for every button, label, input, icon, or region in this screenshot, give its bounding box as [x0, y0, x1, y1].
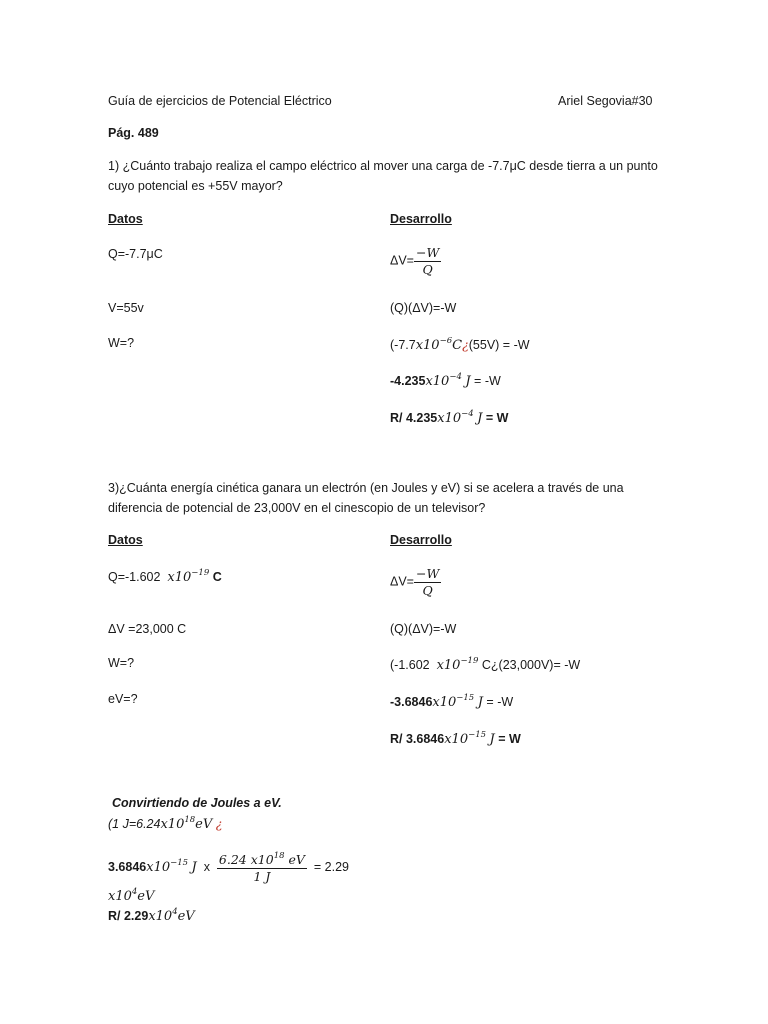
- q1-step-result: [390, 372, 501, 390]
- conversion-numerator-exponent: 18: [273, 851, 285, 861]
- q1-answer-power: x10: [437, 411, 462, 426]
- q1-answer-unit: J: [477, 411, 483, 426]
- q3-step3-unit: J: [477, 695, 483, 710]
- q3-answer-prefix: R/ 3.6846: [390, 732, 445, 746]
- q1-data-charge: Q=-7.7μC: [108, 247, 163, 261]
- q1-answer-prefix: R/ 4.235: [390, 411, 438, 425]
- wrap-power: x10: [108, 889, 132, 904]
- question-1-line-2: cuyo potencial es +55V mayor?: [108, 179, 283, 193]
- conversion-answer-power: x10: [148, 909, 173, 924]
- conversion-heading: Convirtiendo de Joules a eV.: [112, 796, 282, 810]
- author-label: Ariel Segovia#30: [558, 94, 653, 108]
- q1-step3-suffix: = -W: [474, 374, 501, 388]
- conversion-relation: [108, 815, 222, 833]
- q3-answer-power: x10: [444, 732, 469, 747]
- question-1-line-1: 1) ¿Cuánto trabajo realiza el campo eléctrico al mover una carga de -7.7μC desde tierra a un punto: [108, 159, 658, 173]
- q3-step2-unit: C: [481, 658, 491, 672]
- wrap-unit: eV: [137, 889, 155, 904]
- q3-step3-prefix: -3.6846: [390, 695, 433, 709]
- relation-power: x10: [160, 817, 185, 832]
- question-3-line-2: diferencia de potencial de 23,000V en el cinescopio de un televisor?: [108, 501, 486, 515]
- calc-exponent: −15: [170, 857, 189, 868]
- q3-step-qdv: (Q)(ΔV)=-W: [390, 622, 457, 636]
- q3-charge-exponent: −19: [191, 568, 210, 578]
- q1-answer-suffix: = W: [485, 411, 509, 425]
- q3-data-work: W=?: [108, 656, 135, 670]
- question-3-line-1: 3)¿Cuánta energía cinética ganara un electrón (en Joules y eV) si se acelera a través de una: [108, 481, 624, 495]
- q3-data-voltage: ΔV =23,000 C: [108, 622, 187, 636]
- q3-data-ev: eV=?: [108, 692, 138, 706]
- q1-answer-exponent: −4: [461, 409, 474, 419]
- relation-glyph: ¿: [215, 816, 223, 831]
- q3-charge-power: x10: [167, 570, 192, 585]
- q3-desarrollo-heading: Desarrollo: [390, 533, 452, 547]
- q1-step3-power: x10: [425, 374, 450, 389]
- conversion-calculation: [108, 851, 349, 884]
- wrap-exponent: 4: [131, 887, 138, 897]
- q3-step-result: [390, 693, 513, 711]
- q3-answer-suffix: = W: [498, 732, 521, 746]
- q3-datos-heading: Datos: [108, 533, 143, 547]
- q3-fraction-denominator: Q: [422, 582, 433, 598]
- q1-data-work: W=?: [108, 336, 135, 350]
- relation-unit: eV: [195, 817, 213, 832]
- conversion-answer: [108, 907, 195, 925]
- q1-step2-exponent: −6: [439, 336, 453, 346]
- q3-dv-prefix: ΔV=: [390, 574, 414, 589]
- q1-step2-glyph: ¿: [462, 337, 469, 352]
- question-3-text: [108, 478, 624, 518]
- q3-step2-exponent: −19: [460, 656, 479, 666]
- q1-desarrollo-heading: Desarrollo: [390, 212, 452, 226]
- q1-answer: [390, 409, 508, 427]
- document-title: Guía de ejercicios de Potencial Eléctrico: [108, 94, 332, 108]
- q1-step3-unit: J: [465, 374, 471, 389]
- q1-step2-prefix: (-7.7: [390, 338, 416, 352]
- q3-step2-prefix: (-1.602: [390, 658, 430, 672]
- q1-step2-power: x10: [415, 338, 440, 353]
- q3-step2-suffix: (23,000V)= -W: [498, 658, 581, 672]
- q3-step2-glyph: ¿: [490, 658, 499, 672]
- q1-step2-unit: C: [452, 338, 463, 353]
- calc-equals: = 2.29: [313, 859, 349, 874]
- conversion-fraction-denominator: 1 J: [253, 868, 271, 884]
- q1-fraction-numerator: −W: [416, 245, 440, 260]
- q1-fraction-denominator: Q: [422, 261, 433, 277]
- conversion-wrap-line: [108, 887, 154, 905]
- q1-dv-prefix: ΔV=: [390, 253, 414, 268]
- q3-data-charge: [108, 568, 222, 586]
- conversion-numerator-unit: eV: [288, 852, 305, 867]
- conversion-answer-exponent: 4: [172, 907, 178, 917]
- conversion-fraction: [217, 851, 307, 884]
- q1-fraction: [414, 245, 441, 277]
- question-1-text: [108, 156, 658, 196]
- q1-step3-prefix: -4.235: [390, 374, 426, 388]
- calc-prefix: 3.6846: [108, 859, 147, 874]
- q3-step3-power: x10: [432, 695, 457, 710]
- q3-step-substitution: [390, 656, 580, 674]
- q3-step3-exponent: −15: [456, 693, 475, 703]
- relation-prefix: (1 J=6.24: [108, 817, 161, 831]
- q1-datos-heading: Datos: [108, 212, 143, 226]
- conversion-answer-prefix: R/ 2.29: [108, 909, 149, 923]
- relation-exponent: 18: [184, 815, 196, 825]
- q1-step3-exponent: −4: [449, 372, 462, 382]
- conversion-answer-unit: eV: [177, 909, 195, 924]
- q3-step3-suffix: = -W: [486, 695, 514, 709]
- calc-power: x10: [146, 859, 171, 875]
- q1-formula-dv: [390, 245, 441, 277]
- page-reference: Pág. 489: [108, 126, 159, 140]
- q3-answer-exponent: −15: [468, 730, 487, 740]
- conversion-numerator-power: 6.24 x10: [218, 852, 274, 867]
- calc-unit: J: [191, 859, 197, 875]
- q3-step2-power: x10: [436, 658, 461, 673]
- q3-fraction: [414, 566, 441, 598]
- q3-formula-dv: [390, 566, 441, 598]
- q1-step-substitution: [390, 336, 530, 354]
- q1-step2-suffix: (55V) = -W: [468, 338, 530, 352]
- q3-charge-unit: C: [212, 570, 222, 584]
- q3-answer-unit: J: [489, 732, 495, 747]
- q1-step-qdv: (Q)(ΔV)=-W: [390, 301, 457, 315]
- conversion-fraction-numerator: [217, 851, 307, 869]
- q3-charge-prefix: Q=-1.602: [108, 570, 161, 584]
- q3-fraction-numerator: −W: [416, 566, 440, 581]
- q3-answer: [390, 730, 521, 748]
- calc-times: x: [203, 859, 210, 874]
- q1-data-voltage: V=55v: [108, 301, 144, 315]
